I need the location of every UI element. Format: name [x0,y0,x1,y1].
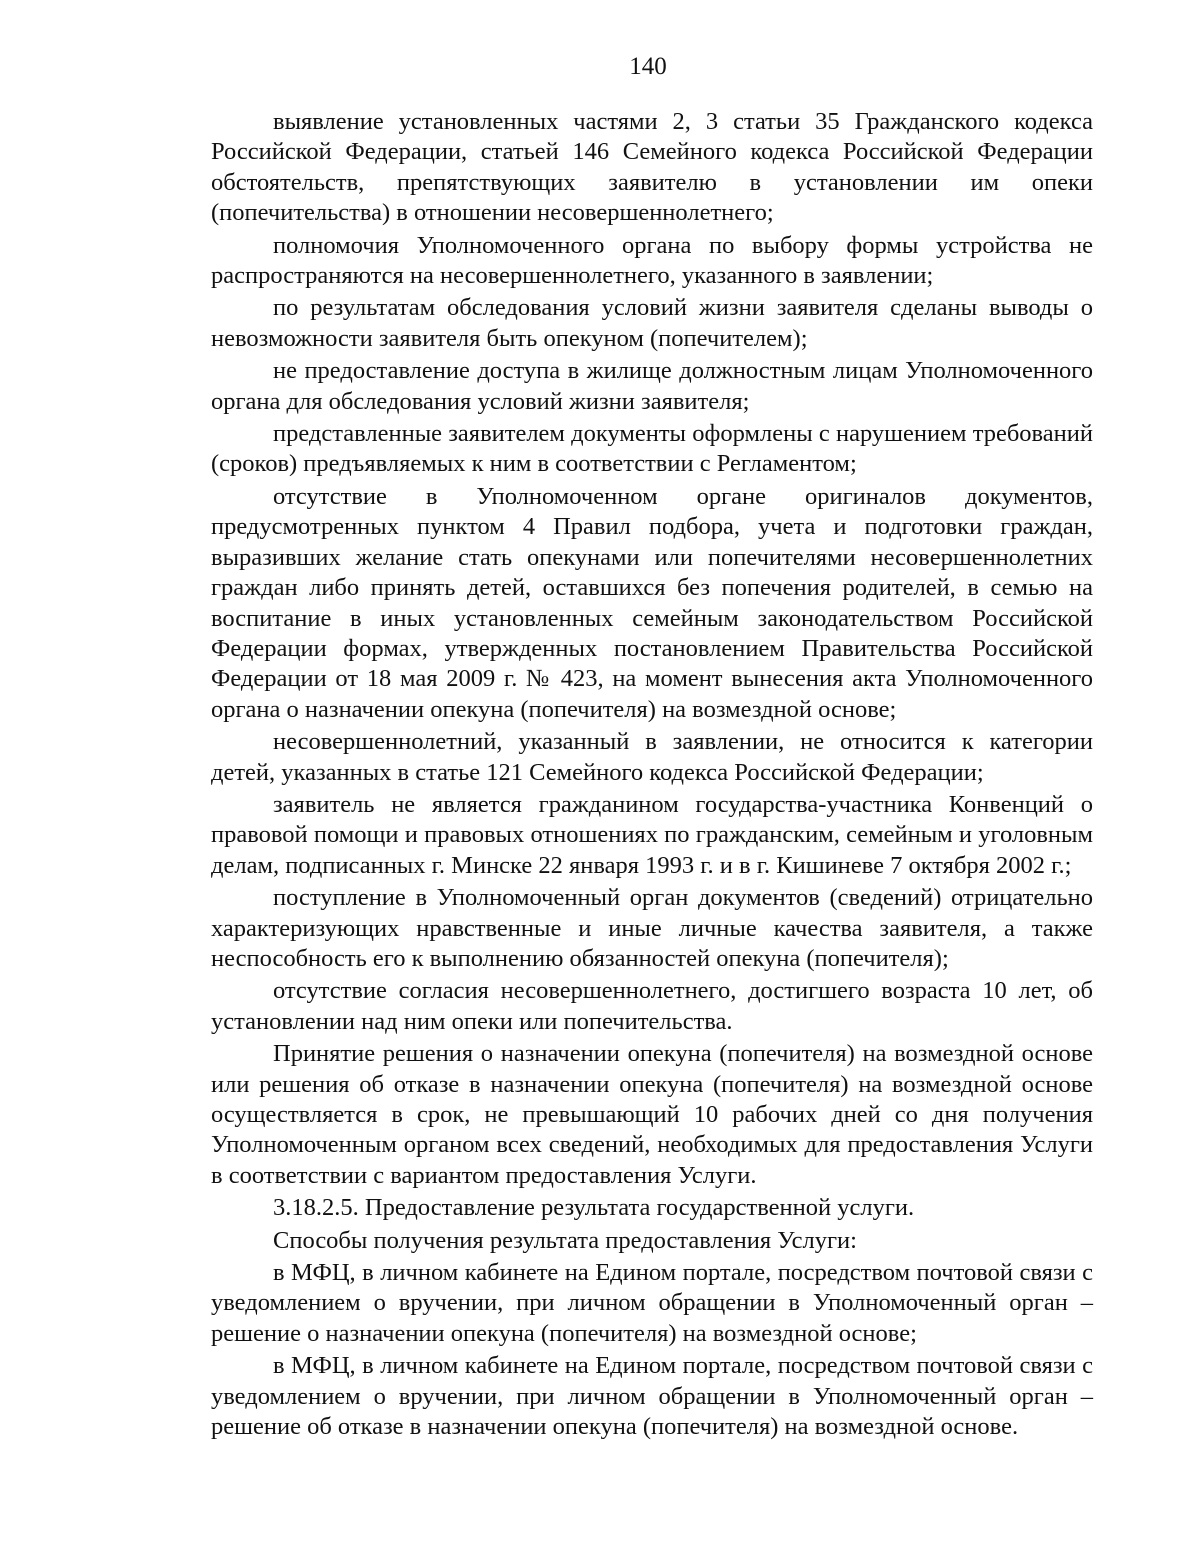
paragraph: представленные заявителем документы оформлены с нарушением требований (сроков) предъявляемых к ним в соответствии с Регламентом; [211,420,1093,478]
paragraph: несовершеннолетний, указанный в заявлении, не относится к категории детей, указанных в статье 121 Семейного кодекса Российской Федерации; [211,728,1093,786]
paragraph: полномочия Уполномоченного органа по выбору формы устройства не распространяются на несовершеннолетнего, указанного в заявлении; [211,231,1093,290]
paragraph: в МФЦ, в личном кабинете на Едином портале, посредством почтовой связи с уведомлением о вручении, при личном обращении в Уполномоченный орган – решение о назначении опекуна (попечителя) на возмездной основе; [211,1259,1093,1347]
paragraph: Принятие решения о назначении опекуна (попечителя) на возмездной основе или решения об отказе в назначении опекуна (попечителя) на возмездной основе осуществляется в срок, не превышающий 10 рабочих дней со дня получения Уполномоченным органом всех сведений, необходимых для предоставления Услуги в соответствии с вариантом предоставления Услуги. [211,1040,1093,1189]
document-body [211,107,1093,1444]
paragraph: поступление в Уполномоченный орган документов (сведений) отрицательно характеризующих нравственные и иные личные качества заявителя, а также неспособность его к выполнению обязанностей опекуна (попечителя); [211,884,1093,972]
paragraph: Способы получения результата предоставления Услуги: [273,1226,857,1254]
paragraph: не предоставление доступа в жилище должностным лицам Уполномоченного органа для обследования условий жизни заявителя; [211,357,1093,415]
paragraph: заявитель не является гражданином государства-участника Конвенций о правовой помощи и правовых отношениях по гражданским, семейным и уголовным делам, подписанных г. Минске 22 января 1993 г. и в г. Кишиневе 7 октября 2002 г.; [211,790,1093,879]
page-number: 140 [629,53,667,80]
paragraph: выявление установленных частями 2, 3 статьи 35 Гражданского кодекса Российской Федерации, статьей 146 Семейного кодекса Российской Федерации обстоятельств, препятствующих заявителю в установлении им опеки (попечительства) в отношении несовершеннолетнего; [211,108,1093,227]
paragraph: отсутствие в Уполномоченном органе оригиналов документов, предусмотренных пунктом 4 Правил подбора, учета и подготовки граждан, выразивших желание стать опекунами или попечителями несовершеннолетних граждан либо принять детей, оставшихся без попечения родителей, в семью на воспитание в иных установленных семейным законодательством Российской Федерации формах, утвержденных постановлением Правительства Российской Федерации от 18 мая 2009 г. № 423, на момент вынесения акта Уполномоченного органа о назначении опекуна (попечителя) на возмездной основе; [211,482,1093,723]
paragraph: в МФЦ, в личном кабинете на Едином портале, посредством почтовой связи с уведомлением о вручении, при личном обращении в Уполномоченный орган – решение об отказе в назначении опекуна (попечителя) на возмездной основе. [211,1352,1093,1441]
section-heading: 3.18.2.5. Предоставление результата государственной услуги. [273,1194,915,1222]
paragraph: отсутствие согласия несовершеннолетнего, достигшего возраста 10 лет, об установлении над ним опеки или попечительства. [211,977,1093,1035]
paragraph: по результатам обследования условий жизни заявителя сделаны выводы о невозможности заявителя быть опекуном (попечителем); [211,294,1093,352]
